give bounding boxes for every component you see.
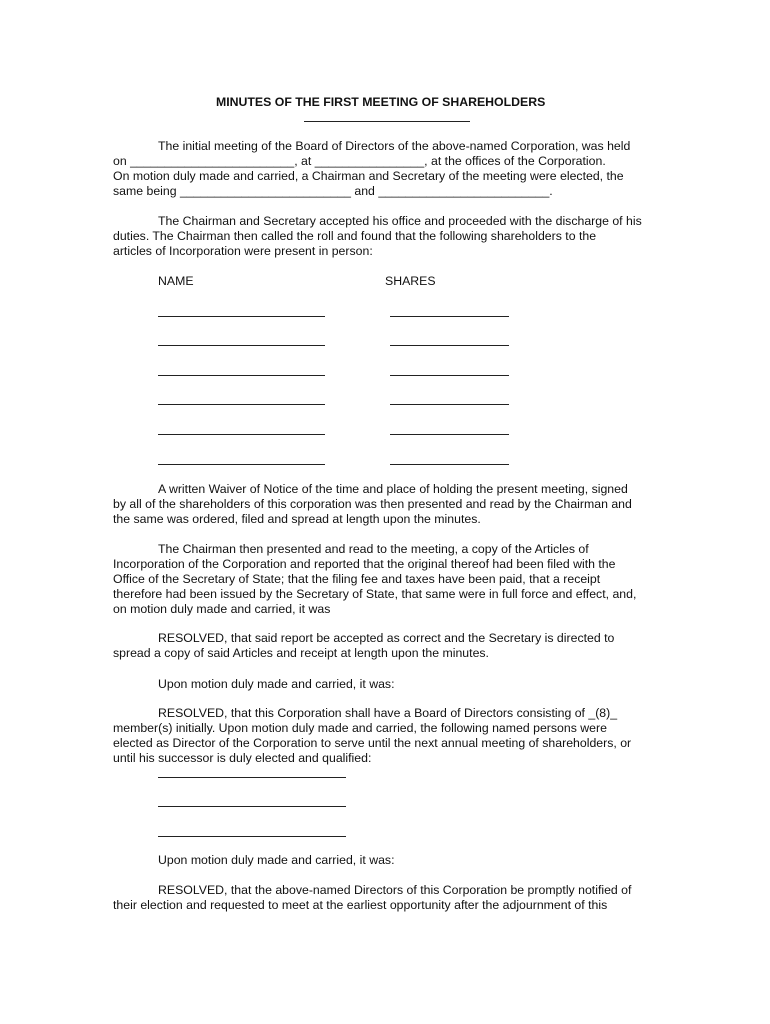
articles-line-4: therefore had been issued by the Secretary of State, that same were in full force and effect, and, [113,587,637,601]
shareholder-shares-line[interactable] [390,434,509,435]
waiver-line-1: A written Waiver of Notice of the time and place of holding the present meeting, signed [158,482,628,496]
shareholder-shares-line[interactable] [390,316,509,317]
resolved2-line-1: RESOLVED, that this Corporation shall have a Board of Directors consisting of _(8)_ [158,706,618,720]
shareholder-shares-line[interactable] [390,464,509,465]
shareholder-name-line[interactable] [158,404,325,405]
name-column-header: NAME [158,274,194,288]
resolved3-line-1: RESOLVED, that the above-named Directors of this Corporation be promptly notified of [158,883,632,897]
waiver-line-3: the same was ordered, filed and spread at length upon the minutes. [113,512,481,526]
document-title: MINUTES OF THE FIRST MEETING OF SHAREHOLDERS [216,95,546,109]
articles-line-5: on motion duly made and carried, it was [113,602,331,616]
intro-line-4: same being _________________________ and _________________________. [113,184,553,198]
shares-column-header: SHARES [385,274,436,288]
intro-line-2: on ________________________, at ________________, at the offices of the Corporation. [113,154,606,168]
articles-line-2: Incorporation of the Corporation and reported that the original thereof had been filed with the [113,557,616,571]
waiver-line-2: by all of the shareholders of this corporation was then presented and read by the Chairman and [113,497,632,511]
resolved3-line-2: their election and requested to meet at the earliest opportunity after the adjournment of this [113,898,608,912]
resolved1-line-1: RESOLVED, that said report be accepted as correct and the Secretary is directed to [158,631,615,645]
chairman-line-3: articles of Incorporation were present in person: [113,244,373,258]
intro-line-1: The initial meeting of the Board of Directors of the above-named Corporation, was held [158,139,631,153]
shareholder-shares-line[interactable] [390,345,509,346]
resolved1-line-2: spread a copy of said Articles and receipt at length upon the minutes. [113,646,489,660]
shareholder-name-line[interactable] [158,345,325,346]
resolved2-line-4: until his successor is duly elected and qualified: [113,751,372,765]
articles-line-3: Office of the Secretary of State; that the filing fee and taxes have been paid, that a receipt [113,572,601,586]
chairman-line-2: duties. The Chairman then called the roll and found that the following shareholders to the [113,229,597,243]
motion1-text: Upon motion duly made and carried, it was: [158,677,395,691]
motion2-text: Upon motion duly made and carried, it was: [158,853,395,867]
articles-line-1: The Chairman then presented and read to the meeting, a copy of the Articles of [158,542,589,556]
shareholder-shares-line[interactable] [390,404,509,405]
resolved2-line-3: elected as Director of the Corporation to serve until the next annual meeting of shareholders, or [113,736,632,750]
shareholder-name-line[interactable] [158,375,325,376]
shareholder-name-line[interactable] [158,316,325,317]
shareholder-name-line[interactable] [158,434,325,435]
director-name-line[interactable] [158,836,346,837]
intro-line-3: On motion duly made and carried, a Chairman and Secretary of the meeting were elected, the [113,169,624,183]
title-underline [304,121,470,122]
shareholder-shares-line[interactable] [390,375,509,376]
resolved2-line-2: member(s) initially. Upon motion duly made and carried, the following named persons were [113,721,607,735]
chairman-line-1: The Chairman and Secretary accepted his office and proceeded with the discharge of his [158,214,642,228]
shareholder-name-line[interactable] [158,464,325,465]
director-name-line[interactable] [158,806,346,807]
director-name-line[interactable] [158,777,346,778]
